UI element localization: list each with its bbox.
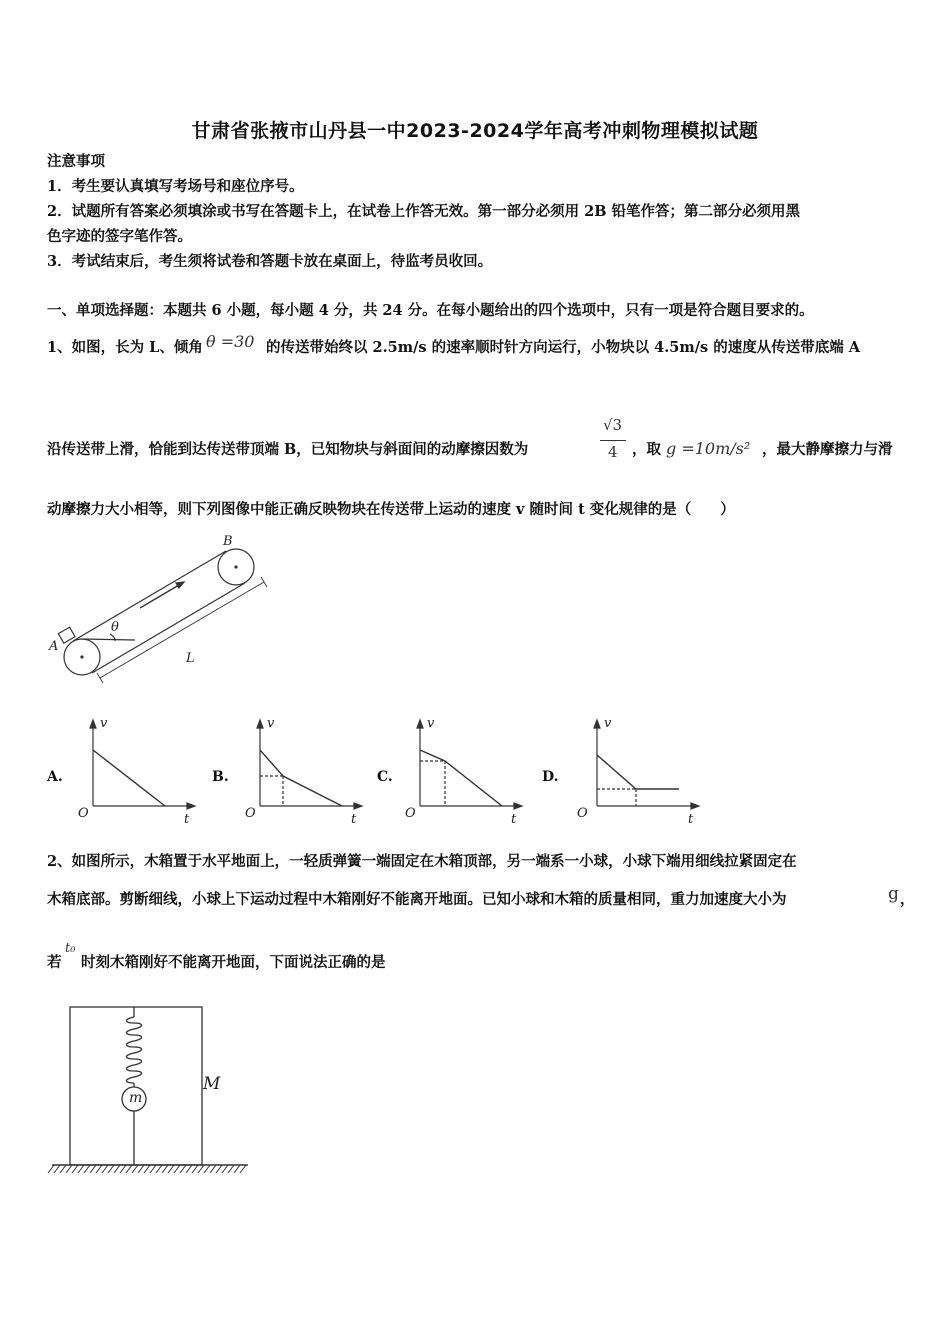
q2-line2-part1: 木箱底部。剪断细线，小球上下运动过程中木箱刚好不能离开地面。已知小球和木箱的质量相同，重力加速度大小为 — [47, 891, 787, 908]
ground-hatch — [162, 1165, 168, 1173]
option-a-graph — [80, 718, 200, 818]
ground-hatch — [126, 1165, 132, 1173]
q1-line2-part3: ，最大静摩擦力与滑 — [762, 441, 893, 458]
axis-t-label: t — [688, 812, 694, 827]
ground-hatch — [132, 1165, 138, 1173]
label-ball-mass: m — [129, 1090, 143, 1106]
option-c-graph — [407, 718, 527, 818]
q1-line3: 动摩擦力大小相等，则下列图像中能正确反映物块在传送带上运动的速度 v 随时间 t 变化规律的是（ ） — [47, 501, 735, 518]
axis-t-label: t — [184, 812, 190, 827]
ground-hatch — [198, 1165, 204, 1173]
spring-coil — [127, 1017, 142, 1083]
notice-item: 1．考生要认真填写考场号和座位序号。 — [47, 178, 304, 195]
ground-hatch — [96, 1165, 102, 1173]
axis-v-label: v — [100, 716, 108, 731]
q2-line2-part2: ， — [900, 891, 915, 908]
option-d-letter: D. — [542, 769, 559, 785]
q1-line1-part1: 1、如图，长为 L、倾角 — [47, 339, 203, 356]
ground-hatch — [192, 1165, 198, 1173]
notice-item: 色字迹的签字笔作答。 — [47, 228, 192, 245]
ground-hatch — [138, 1165, 144, 1173]
page-title: 甘肃省张掖市山丹县一中2023-2024学年高考冲刺物理模拟试题 — [191, 120, 759, 142]
option-b-letter: B. — [212, 769, 229, 785]
ground-hatch — [204, 1165, 210, 1173]
ground-hatch — [78, 1165, 84, 1173]
option-a-letter: A. — [47, 769, 63, 785]
q2-spring-box-figure — [50, 1005, 260, 1177]
ground-hatch — [90, 1165, 96, 1173]
q1-g-expr: g =10m/s² — [666, 439, 751, 458]
q2-line3-part2: 时刻木箱刚好不能离开地面，下面说法正确的是 — [81, 954, 386, 971]
origin-label: O — [78, 806, 89, 821]
ground-hatch — [114, 1165, 120, 1173]
q1-line1-part2: 的传送带始终以 2.5m/s 的速率顺时针方向运行，小物块以 4.5m/s 的速度从传送带底端 A — [266, 339, 861, 356]
ground-hatch — [240, 1165, 246, 1173]
q1-theta-expr: θ =30 — [206, 332, 255, 351]
ground-hatch — [60, 1165, 66, 1173]
ground-hatch — [222, 1165, 228, 1173]
label-b: B — [223, 534, 233, 549]
ground-hatch — [228, 1165, 234, 1173]
ground-hatch — [102, 1165, 108, 1173]
ground-hatch — [72, 1165, 78, 1173]
ground-hatch — [150, 1165, 156, 1173]
notice-item: 2．试题所有答案必须填涂或书写在答题卡上，在试卷上作答无效。第一部分必须用 2B 铅笔作答；第二部分必须用黑 — [47, 203, 801, 220]
ground-hatch — [156, 1165, 162, 1173]
ground-hatch — [210, 1165, 216, 1173]
ground-hatch — [66, 1165, 72, 1173]
q1-conveyor-figure — [40, 530, 280, 700]
label-a: A — [49, 639, 59, 654]
q2-g-symbol: g — [888, 884, 899, 904]
ground-hatch — [84, 1165, 90, 1173]
origin-label: O — [577, 806, 588, 821]
axis-t-label: t — [511, 812, 517, 827]
axis-t-label: t — [351, 812, 357, 827]
ground-hatch — [186, 1165, 192, 1173]
q2-line3-part1: 若 — [47, 954, 62, 971]
origin-label: O — [405, 806, 416, 821]
ground-hatch — [48, 1165, 54, 1173]
section-heading: 一、单项选择题：本题共 6 小题，每小题 4 分，共 24 分。在每小题给出的四个选项中，只有一项是符合题目要求的。 — [47, 302, 814, 319]
ground-hatch — [216, 1165, 222, 1173]
label-l: L — [186, 651, 195, 666]
ground-hatch — [108, 1165, 114, 1173]
ground-hatch — [180, 1165, 186, 1173]
label-box-mass: M — [203, 1074, 221, 1094]
ground-hatch — [54, 1165, 60, 1173]
wooden-box — [70, 1007, 202, 1165]
q2-line1: 2、如图所示，木箱置于水平地面上，一轻质弹簧一端固定在木箱顶部，另一端系一小球，小球下端用细线拉紧固定在 — [47, 853, 797, 870]
option-c-letter: C. — [377, 769, 393, 785]
q1-line2-part1: 沿传送带上滑，恰能到达传送带顶端 B，已知物块与斜面间的动摩擦因数为 — [47, 441, 529, 458]
ground-hatch — [168, 1165, 174, 1173]
ground-hatch — [120, 1165, 126, 1173]
ground-hatch — [144, 1165, 150, 1173]
axis-v-label: v — [427, 716, 435, 731]
q1-frac-numerator: √3 — [603, 416, 623, 434]
option-b-graph — [247, 718, 367, 818]
notice-heading: 注意事项 — [47, 153, 105, 170]
label-theta: θ — [111, 620, 119, 635]
option-d-graph — [584, 718, 704, 818]
q1-frac-bar — [600, 440, 626, 441]
q1-frac-denominator: 4 — [608, 443, 618, 461]
ground-hatch — [174, 1165, 180, 1173]
ground-hatch — [234, 1165, 240, 1173]
axis-v-label: v — [267, 716, 275, 731]
q1-line2-part2: ，取 — [632, 441, 661, 458]
axis-v-label: v — [604, 716, 612, 731]
origin-label: O — [245, 806, 256, 821]
notice-item: 3．考试结束后，考生须将试卷和答题卡放在桌面上，待监考员收回。 — [47, 253, 493, 270]
q2-t0-symbol: t₀ — [65, 941, 76, 956]
